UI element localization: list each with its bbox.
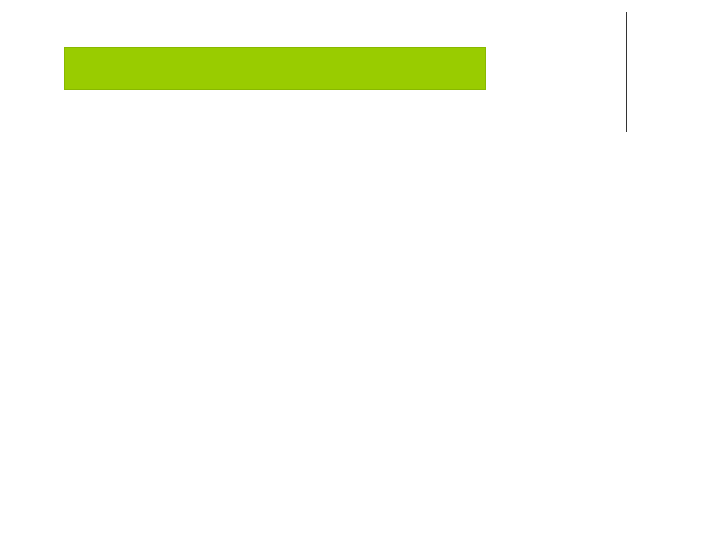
decorative-divider <box>626 12 627 132</box>
title-banner <box>64 47 486 90</box>
spectral-function-plot <box>68 170 333 395</box>
decorative-dot-grid <box>641 10 707 130</box>
